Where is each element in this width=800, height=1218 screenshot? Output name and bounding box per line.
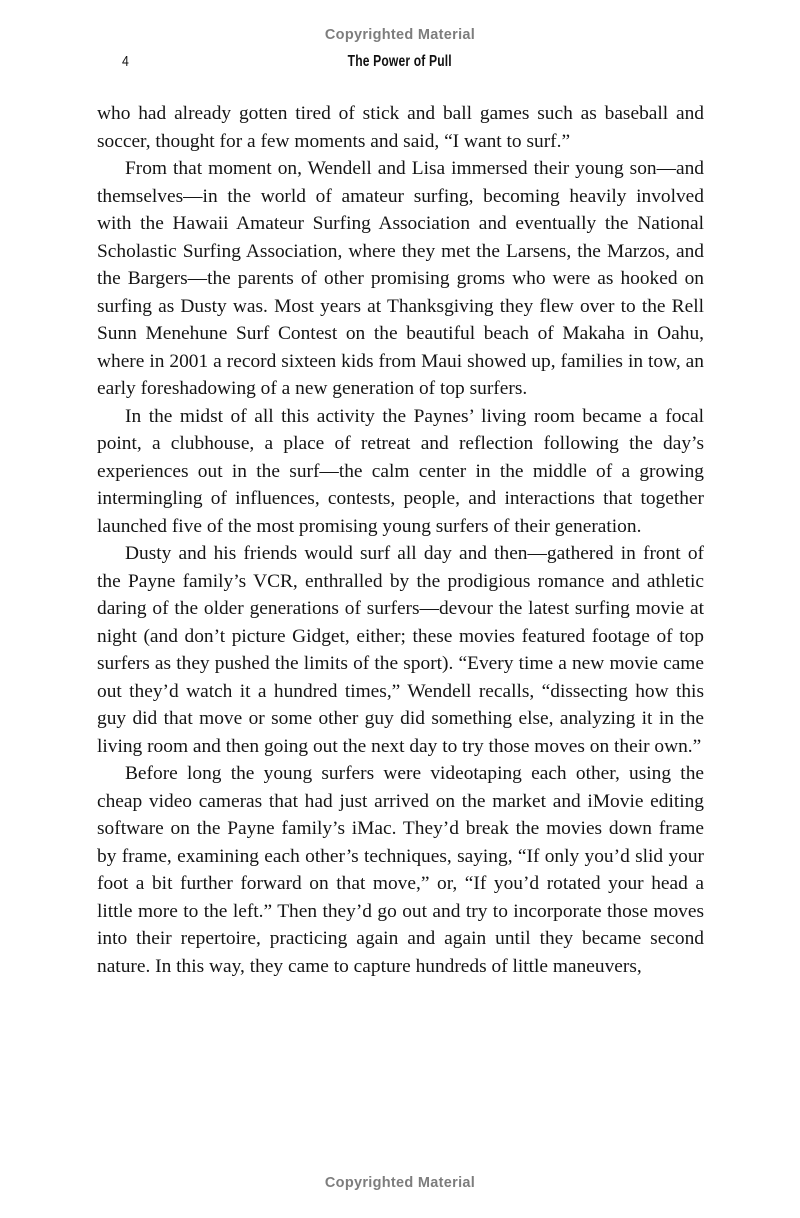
- body-paragraph: Dusty and his friends would surf all day and then—gathered in front of the Payne family’s VCR, enthralled by the prodigious romance and athletic daring of the older generations of surfers—devour the latest surfing movie at night (and don’t picture Gidget, either; these movies featured footage of top surfers as they pushed the limits of the sport). “Every time a new movie came out they’d watch it a hundred times,” Wendell recalls, “dissecting how this guy did that move or some other guy did something else, analyzing it in the living room and then going out the next day to try those moves on their own.”: [97, 543, 704, 757]
- body-text-block: [97, 100, 704, 980]
- body-paragraph: In the midst of all this activity the Paynes’ living room became a focal point, a clubhouse, a place of retreat and reflection following the day’s experiences out in the surf—the calm center in the middle of a growing intermingling of influences, contests, people, and interactions that together launched five of the most promising young surfers of their generation.: [97, 405, 704, 537]
- body-paragraph: From that moment on, Wendell and Lisa immersed their young son—and themselves—in the world of amateur surfing, becoming heavily involved with the Hawaii Amateur Surfing Association and eventually the National Scholastic Surfing Association, where they met the Larsens, the Marzos, and the Bargers—the parents of other promising groms who were as hooked on surfing as Dusty was. Most years at Thanksgiving they flew over to the Rell Sunn Menehune Surf Contest on the beautiful beach of Makaha in Oahu, where in 2001 a record sixteen kids from Maui showed up, families in tow, an early foreshadowing of a new generation of top surfers.: [97, 158, 704, 399]
- running-title-text: The Power of Pull: [347, 53, 453, 70]
- top-watermark: Copyrighted Material: [324, 27, 476, 43]
- body-paragraph: who had already gotten tired of stick and ball games such as baseball and soccer, thought for a few moments and said, “I want to surf.”: [97, 103, 704, 152]
- running-header: [0, 53, 800, 73]
- bottom-watermark: Copyrighted Material: [324, 1175, 476, 1191]
- page-number: 4: [122, 53, 129, 70]
- running-title: [0, 53, 800, 71]
- body-paragraph: Before long the young surfers were videotaping each other, using the cheap video cameras that had just arrived on the market and iMovie editing software on the Payne family’s iMac. They’d break the movies down frame by frame, examining each other’s techniques, saying, “If only you’d slid your foot a bit further forward on that move,” or, “If you’d rotated your head a little more to the left.” Then they’d go out and try to incorporate those moves into their repertoire, practicing again and again until they became second nature. In this way, they came to capture hundreds of little maneuvers,: [97, 763, 704, 977]
